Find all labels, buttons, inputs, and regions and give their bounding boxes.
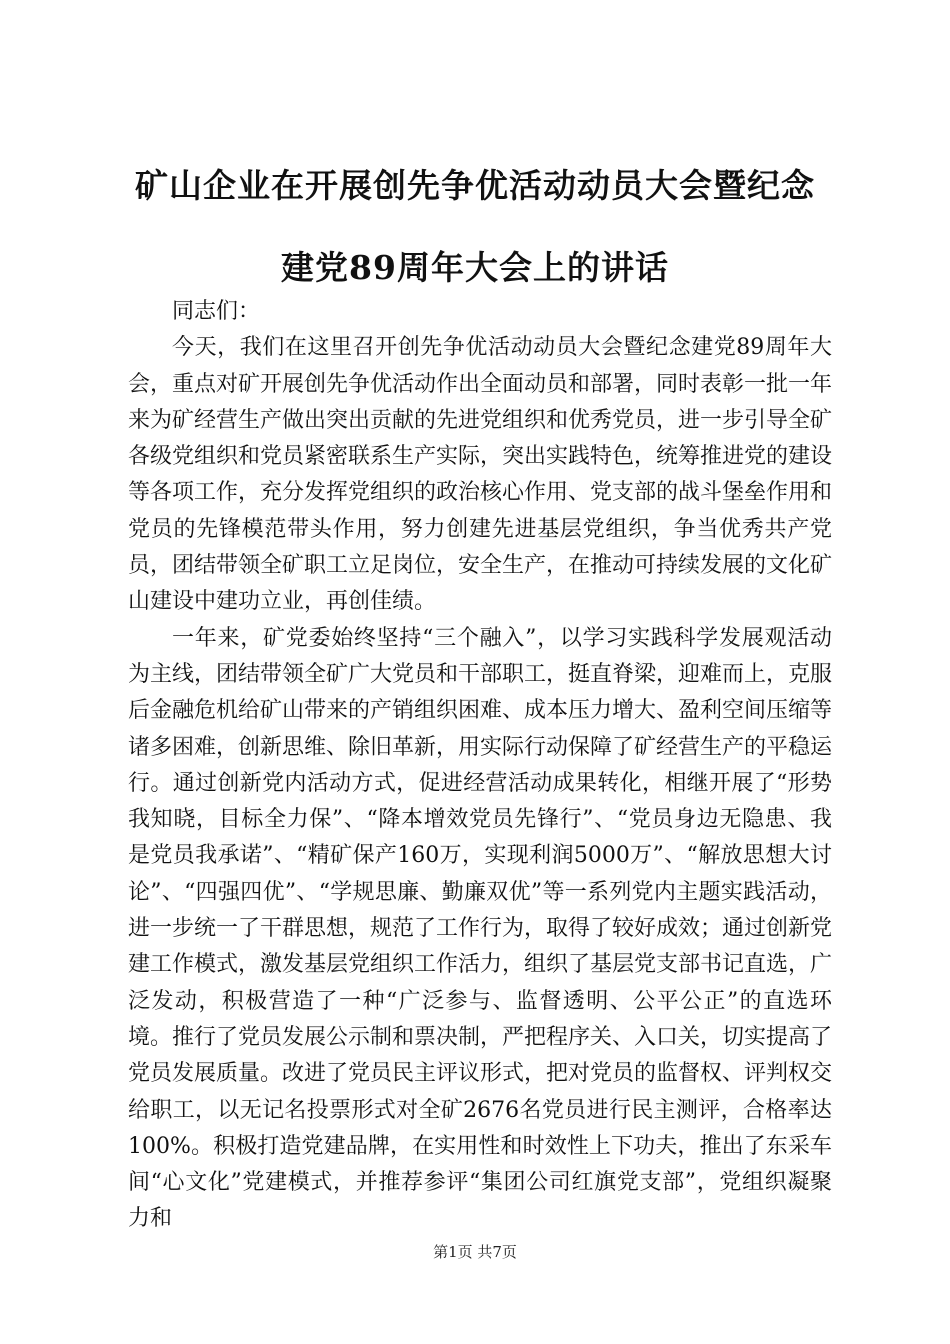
paragraph-2: 一年来，矿党委始终坚持“三个融入”，以学习实践科学发展观活动为主线，团结带领全矿广大党员和干部职工，挺直脊梁，迎难而上，克服后金融危机给矿山带来的产销组织困难、成本压力增大、盈利空间压缩等诸多困难，创新思维、除旧革新，用实际行动保障了矿经营生产的平稳运行。通过创新党内活动方式，促进经营活动成果转化，相继开展了“形势我知晓，目标全力保”、“降本增效党员先锋行”、“党员身边无隐患、我是党员我承诺”、“精矿保产160万，实现利润5000万”、“解放思想大讨论”、“四强四优”、“学规思廉、勤廉双优”等一系列党内主题实践活动，进一步统一了干群思想，规范了工作行为，取得了较好成效；通过创新党建工作模式，激发基层党组织工作活力，组织了基层党支部书记直选，广泛发动，积极营造了一种“广泛参与、监督透明、公平公正”的直选环境。推行了党员发展公示制和票决制，严把程序关、入口关，切实提高了党员发展质量。改进了党员民主评议形式，把对党员的监督权、评判权交给职工，以无记名投票形式对全矿2676名党员进行民主测评，合格率达100%。积极打造党建品牌，在实用性和时效性上下功夫，推出了东采车间“心文化”党建模式，并推荐参评“集团公司红旗党支部”，党组织凝聚力和 [128,625,833,1232]
document-title-line-2: 建党89周年大会上的讲话 [281,248,669,287]
paragraph-1: 今天，我们在这里召开创先争优活动动员大会暨纪念建党89周年大会，重点对矿开展创先争优活动作出全面动员和部署，同时表彰一批一年来为矿经营生产做出突出贡献的先进党组织和优秀党员，进一步引导全矿各级党组织和党员紧密联系生产实际，突出实践特色，统筹推进党的建设等各项工作，充分发挥党组织的政治核心作用、党支部的战斗堡垒作用和党员的先锋模范带头作用，努力创建先进基层党组织，争当优秀共产党员，团结带领全矿职工立足岗位，安全生产，在推动可持续发展的文化矿山建设中建功立业，再创佳绩。 [128,335,833,615]
document-body [128,294,832,1238]
salutation: 同志们： [172,299,261,324]
page-footer: 第1页 共7页 [433,1243,517,1261]
document-title-line-1: 矿山企业在开展创先争优活动动员大会暨纪念 [135,166,815,205]
